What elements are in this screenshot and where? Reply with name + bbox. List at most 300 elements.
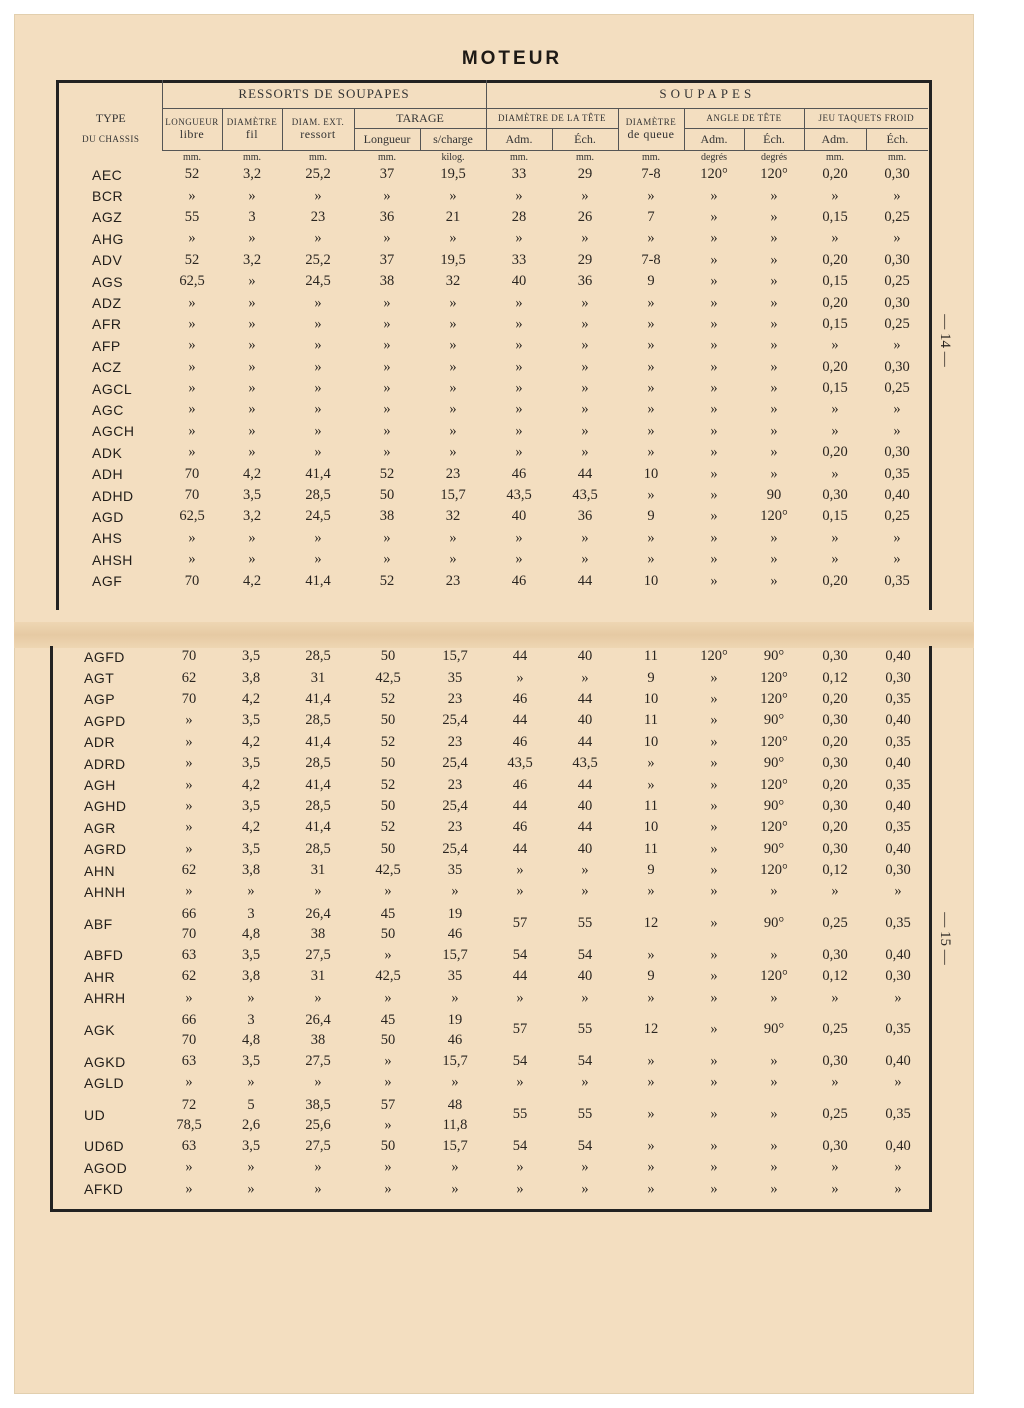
table-cell: 3,8 — [241, 862, 261, 879]
table-cell: 55 — [577, 1106, 593, 1123]
table-cell: » — [383, 422, 391, 439]
table-cell: » — [451, 1074, 459, 1091]
table-cell: » — [770, 572, 778, 589]
table-cell: » — [248, 273, 256, 290]
page-fold — [14, 622, 974, 648]
table-cell: » — [770, 294, 778, 311]
table-cell: » — [188, 401, 196, 418]
table-cell: » — [516, 862, 524, 879]
table-cell: » — [770, 529, 778, 546]
table-cell: » — [314, 444, 322, 461]
table-cell: » — [449, 358, 457, 375]
table-cell: » — [831, 1159, 839, 1176]
table-cell: » — [710, 251, 718, 268]
table-cell: » — [581, 294, 589, 311]
table-cell: 0,30 — [822, 487, 848, 504]
table-cell: » — [770, 380, 778, 397]
table-cell: » — [710, 1053, 718, 1070]
table-cell: » — [314, 337, 322, 354]
table-cell-pair — [220, 1094, 282, 1136]
table-cell: 0,35 — [885, 690, 911, 707]
table-cell: » — [647, 946, 655, 963]
table-cell: 46 — [512, 690, 528, 707]
table-cell: 33 — [511, 251, 527, 268]
table-cell: » — [247, 1180, 255, 1197]
table-cell: 4,2 — [242, 572, 262, 589]
table-cell: » — [647, 1137, 655, 1154]
table-cell: 28,5 — [305, 712, 331, 729]
table-cell: » — [647, 551, 655, 568]
table-cell: 43,5 — [572, 755, 598, 772]
table-row — [60, 271, 928, 292]
table-cell: 10 — [643, 465, 659, 482]
table-cell: 0,20 — [822, 690, 848, 707]
table-cell: » — [710, 968, 718, 985]
table-cell: » — [314, 294, 322, 311]
table-cell: 3,2 — [242, 251, 262, 268]
table-cell: 46 — [511, 572, 527, 589]
table-cell: » — [770, 273, 778, 290]
table-cell: » — [710, 315, 718, 332]
table-cell: » — [516, 883, 524, 900]
table-cell: 0,30 — [822, 840, 848, 857]
table-cell: 120° — [760, 862, 788, 879]
table-cell: 4,2 — [241, 690, 261, 707]
table-cell: 0,25 — [884, 273, 910, 290]
table-cell: 0,15 — [822, 380, 848, 397]
table-cell: » — [647, 1106, 655, 1123]
table-cell: 3,8 — [241, 669, 261, 686]
table-cell: » — [893, 422, 901, 439]
table-cell: » — [894, 883, 902, 900]
table-cell: 41,4 — [305, 819, 331, 836]
table-cell: 9 — [647, 669, 655, 686]
table-cell: 4,2 — [241, 776, 261, 793]
table-cell: » — [185, 840, 193, 857]
table-cell: » — [383, 401, 391, 418]
table-cell: 3,5 — [241, 1053, 261, 1070]
table-cell: » — [188, 230, 196, 247]
table-cell: » — [770, 230, 778, 247]
table-cell: 28 — [511, 208, 527, 225]
table-cell: 3,5 — [241, 840, 261, 857]
table-cell: » — [710, 669, 718, 686]
chassis-type: AFR — [92, 316, 122, 333]
value-line-1: 5 — [247, 1096, 255, 1113]
table-cell: » — [451, 989, 459, 1006]
table-cell: 44 — [512, 968, 528, 985]
table-row — [52, 689, 930, 710]
table-cell: 3,5 — [241, 755, 261, 772]
table-cell: » — [647, 776, 655, 793]
unit-cell: mm. — [552, 150, 618, 164]
table-cell: 44 — [577, 776, 593, 793]
unit-cell: mm. — [486, 150, 552, 164]
table-cell: 44 — [577, 733, 593, 750]
table-cell: 40 — [577, 968, 593, 985]
table-cell: 52 — [379, 572, 395, 589]
table-cell: » — [314, 315, 322, 332]
table-cell: 36 — [379, 208, 395, 225]
table-cell: » — [831, 529, 839, 546]
table-cell: 36 — [577, 273, 593, 290]
table-cell: » — [384, 1053, 392, 1070]
tarage-header: TARAGE — [354, 108, 486, 128]
table-cell: » — [647, 755, 655, 772]
table-cell: 0,30 — [822, 1137, 848, 1154]
table-row — [52, 817, 930, 838]
table-cell: 90° — [763, 1021, 785, 1038]
table-cell: » — [770, 1137, 778, 1154]
table-cell: » — [894, 989, 902, 1006]
table-cell: 90° — [763, 840, 785, 857]
table-cell: 0,30 — [822, 712, 848, 729]
table-cell: » — [581, 187, 589, 204]
table-cell: » — [710, 862, 718, 879]
chassis-type: UD6D — [84, 1138, 125, 1155]
table-cell: 23 — [445, 465, 461, 482]
jeu-ech-header: Éch. — [866, 128, 928, 150]
value-line-2: 70 — [181, 925, 197, 942]
table-cell: 0,20 — [822, 166, 848, 183]
table-row — [60, 570, 928, 591]
table-cell: 120° — [760, 166, 788, 183]
table-cell: » — [831, 337, 839, 354]
table-cell: » — [710, 776, 718, 793]
table-cell: » — [770, 208, 778, 225]
table-cell: » — [451, 1159, 459, 1176]
table-cell: » — [710, 690, 718, 707]
table-cell: 4,2 — [241, 733, 261, 750]
table-cell-pair — [422, 1009, 488, 1051]
table-cell: » — [770, 883, 778, 900]
table-cell: » — [770, 1159, 778, 1176]
value-line-2: 46 — [447, 1031, 463, 1048]
table-cell: » — [449, 294, 457, 311]
table-cell: 0,40 — [884, 487, 910, 504]
diam-ext-header: DIAM. EXT. ressort — [282, 108, 354, 150]
table-cell: » — [647, 358, 655, 375]
table-row — [52, 774, 930, 795]
table-row — [52, 966, 930, 987]
table-cell: 0,35 — [885, 915, 911, 932]
table-cell: » — [710, 1106, 718, 1123]
table-cell: » — [710, 989, 718, 1006]
table-cell: 0,30 — [822, 1053, 848, 1070]
table-cell: 37 — [379, 251, 395, 268]
chassis-type: AGFD — [84, 648, 125, 665]
table-cell-pair — [158, 903, 220, 945]
table-cell: » — [710, 508, 718, 525]
table-cell: » — [383, 529, 391, 546]
table-cell: » — [770, 946, 778, 963]
table-cell: » — [710, 840, 718, 857]
table-cell: » — [314, 883, 322, 900]
table-cell: » — [647, 230, 655, 247]
table-cell: » — [581, 380, 589, 397]
table-cell: 12 — [643, 915, 659, 932]
table-cell: 41,4 — [305, 690, 331, 707]
table-cell: » — [647, 422, 655, 439]
table-row — [60, 185, 928, 206]
jeu-adm-header: Adm. — [804, 128, 866, 150]
table-cell: » — [248, 337, 256, 354]
table-cell: 0,20 — [822, 733, 848, 750]
table-cell: » — [515, 422, 523, 439]
table-cell: 0,25 — [884, 380, 910, 397]
table-row — [52, 1072, 930, 1093]
table-cell: 11 — [644, 797, 658, 814]
table-row — [52, 796, 930, 817]
table-cell: » — [314, 401, 322, 418]
table-cell: 120° — [760, 733, 788, 750]
chassis-type: AGLD — [84, 1074, 125, 1091]
page-number-14: — 14 — — [936, 314, 953, 367]
table-cell: » — [188, 422, 196, 439]
table-cell: » — [185, 883, 193, 900]
table-cell: 52 — [380, 733, 396, 750]
table-cell: » — [581, 422, 589, 439]
table-cell: 52 — [184, 166, 200, 183]
chassis-type: AGF — [92, 573, 123, 590]
table-cell: » — [185, 1074, 193, 1091]
table-cell: » — [710, 422, 718, 439]
table-cell: » — [770, 251, 778, 268]
table-cell: » — [185, 755, 193, 772]
table-cell: » — [710, 465, 718, 482]
table-cell: » — [581, 230, 589, 247]
table-cell: » — [449, 337, 457, 354]
table-cell: 90° — [763, 648, 785, 665]
table-cell: 3,2 — [242, 508, 262, 525]
table-row — [52, 753, 930, 774]
table-cell: » — [893, 551, 901, 568]
longueur-header: LONGUEUR libre — [162, 108, 222, 150]
table-cell: » — [710, 797, 718, 814]
table-cell: 62 — [181, 862, 197, 879]
table-cell: » — [831, 883, 839, 900]
table-cell: 50 — [380, 755, 396, 772]
table-cell: 7 — [647, 208, 655, 225]
table-cell: » — [188, 294, 196, 311]
table-cell: 62 — [181, 968, 197, 985]
table-cell: » — [894, 1159, 902, 1176]
table-row — [60, 164, 928, 185]
table-cell-pair — [422, 1094, 488, 1136]
table-cell: 63 — [181, 1137, 197, 1154]
table-cell: » — [449, 380, 457, 397]
value-line-1: 38,5 — [305, 1096, 331, 1113]
table-cell: 90° — [763, 797, 785, 814]
jeu-header: JEU TAQUETS FROID — [804, 108, 928, 128]
table-cell: » — [710, 380, 718, 397]
chassis-type: AGPD — [84, 712, 126, 729]
table-cell: » — [710, 337, 718, 354]
table-row — [60, 207, 928, 228]
value-line-1: 3 — [247, 1011, 255, 1028]
table-cell: » — [515, 315, 523, 332]
table-cell: » — [248, 230, 256, 247]
table-cell: » — [248, 444, 256, 461]
table-cell: » — [710, 358, 718, 375]
table-cell: » — [710, 444, 718, 461]
diametre-fil-header: DIAMÈTRE fil — [222, 108, 282, 150]
diam-queue-header: DIAMÈTRE de queue — [618, 108, 684, 150]
unit-cell: mm. — [866, 150, 928, 164]
table-cell: » — [185, 733, 193, 750]
table-row — [52, 1136, 930, 1157]
table-cell: 52 — [380, 776, 396, 793]
chassis-type: AGS — [92, 273, 124, 290]
table-row — [60, 357, 928, 378]
table-cell: 10 — [643, 819, 659, 836]
table-cell: 3,8 — [241, 968, 261, 985]
chassis-type: AGRD — [84, 841, 127, 858]
value-line-1: 72 — [181, 1096, 197, 1113]
table-cell: 54 — [577, 1053, 593, 1070]
table-cell: » — [831, 401, 839, 418]
table-cell: » — [710, 529, 718, 546]
table-cell: 55 — [577, 1021, 593, 1038]
table-cell: » — [247, 1074, 255, 1091]
table-cell-pair — [354, 1094, 422, 1136]
chassis-type: ADZ — [92, 295, 122, 312]
table-cell: » — [581, 1180, 589, 1197]
table-cell: » — [647, 1074, 655, 1091]
page-number-15: — 15 — — [936, 912, 953, 965]
table-cell: » — [770, 187, 778, 204]
table-cell: 0,20 — [822, 251, 848, 268]
table-cell: » — [314, 1159, 322, 1176]
table-cell: 3,5 — [241, 648, 261, 665]
table-cell-pair — [282, 1094, 354, 1136]
table-cell: 35 — [447, 968, 463, 985]
chassis-type: AGR — [84, 819, 116, 836]
table-cell: 50 — [380, 797, 396, 814]
table-cell: » — [449, 315, 457, 332]
table-cell: 0,25 — [822, 1106, 848, 1123]
table-cell: 43,5 — [506, 487, 532, 504]
unit-cell: mm. — [804, 150, 866, 164]
table-cell-pair — [220, 903, 282, 945]
table-cell: 63 — [181, 1053, 197, 1070]
table-cell: » — [831, 989, 839, 1006]
table-cell: 44 — [577, 819, 593, 836]
table-row — [60, 485, 928, 506]
table-cell: 0,20 — [822, 358, 848, 375]
table-cell: 55 — [577, 915, 593, 932]
table-cell: » — [384, 946, 392, 963]
table-cell: 0,20 — [822, 776, 848, 793]
table-cell: » — [188, 529, 196, 546]
table-cell: » — [314, 551, 322, 568]
table-cell: 41,4 — [305, 465, 331, 482]
table-cell: 44 — [512, 648, 528, 665]
value-line-1: 45 — [380, 905, 396, 922]
table-cell-pair — [282, 903, 354, 945]
table-cell: 31 — [310, 862, 326, 879]
table-cell: 19,5 — [440, 166, 466, 183]
table-cell: 9 — [647, 968, 655, 985]
table-cell: » — [384, 1180, 392, 1197]
table-row — [52, 710, 930, 731]
table-cell: » — [383, 315, 391, 332]
table-cell: 54 — [512, 1053, 528, 1070]
table-cell: 11 — [644, 712, 658, 729]
table-cell: » — [710, 294, 718, 311]
table-cell: 44 — [577, 690, 593, 707]
table-cell: » — [185, 1180, 193, 1197]
table-cell: » — [383, 187, 391, 204]
table-cell: » — [581, 1159, 589, 1176]
table-cell: 38 — [379, 508, 395, 525]
table-cell: » — [647, 1053, 655, 1070]
table-cell: 55 — [184, 208, 200, 225]
table-cell: » — [710, 1180, 718, 1197]
table-cell: » — [770, 1106, 778, 1123]
chassis-type: ADR — [84, 734, 116, 751]
table-cell: » — [770, 444, 778, 461]
table-cell: 52 — [184, 251, 200, 268]
table-cell: 0,35 — [885, 776, 911, 793]
table-cell: » — [647, 294, 655, 311]
chassis-type: AFP — [92, 337, 121, 354]
table-cell: 0,25 — [822, 915, 848, 932]
table-cell: » — [893, 401, 901, 418]
engine-table-top — [60, 80, 928, 592]
table-cell: » — [831, 230, 839, 247]
table-cell: » — [647, 187, 655, 204]
chassis-type: AGD — [92, 508, 124, 525]
units-row — [60, 150, 928, 164]
table-cell: » — [247, 989, 255, 1006]
table-cell: » — [515, 294, 523, 311]
table-row — [60, 506, 928, 527]
table-cell: » — [314, 358, 322, 375]
table-cell: » — [581, 444, 589, 461]
table-row — [60, 399, 928, 420]
table-row — [52, 881, 930, 902]
table-cell: » — [384, 1159, 392, 1176]
table-cell: 90° — [763, 755, 785, 772]
table-cell: 46 — [512, 733, 528, 750]
table-cell: » — [894, 1180, 902, 1197]
table-row — [60, 549, 928, 570]
table-cell-pair — [354, 903, 422, 945]
table-cell: » — [770, 422, 778, 439]
table-cell: » — [188, 358, 196, 375]
table-cell: 0,30 — [884, 444, 910, 461]
table-cell: 11 — [644, 648, 658, 665]
chassis-type: AGKD — [84, 1053, 126, 1070]
table-cell: » — [383, 337, 391, 354]
table-cell: 15,7 — [442, 648, 468, 665]
table-cell: 3,2 — [242, 166, 262, 183]
table-cell: 12 — [643, 1021, 659, 1038]
chassis-type: AGCL — [92, 380, 133, 397]
table-row — [60, 463, 928, 484]
table-cell: 0,25 — [884, 208, 910, 225]
table-cell: 0,40 — [885, 755, 911, 772]
table-cell: 0,30 — [885, 862, 911, 879]
table-cell: » — [770, 1180, 778, 1197]
table-cell: » — [770, 1053, 778, 1070]
table-cell: 70 — [184, 572, 200, 589]
table-cell: 120° — [760, 776, 788, 793]
table-cell: » — [581, 989, 589, 1006]
value-line-2: 4,8 — [241, 925, 261, 942]
table-cell: 63 — [181, 946, 197, 963]
